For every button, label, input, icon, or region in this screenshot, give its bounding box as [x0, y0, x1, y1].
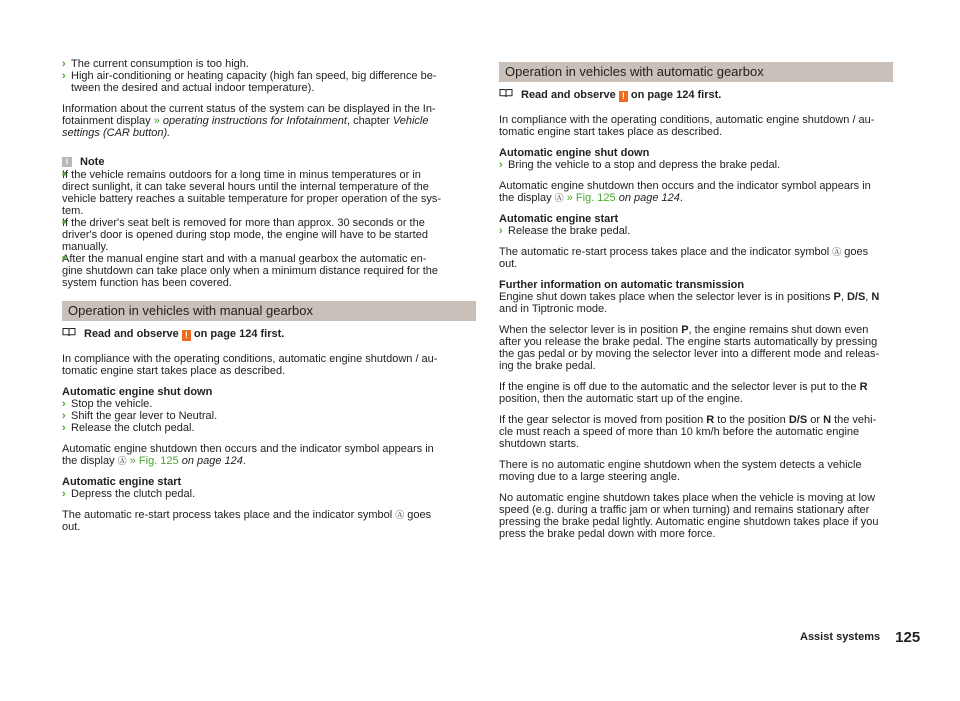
step-item: › Release the clutch pedal.	[62, 422, 476, 434]
text-segment: the vehi-	[831, 414, 877, 426]
paragraph	[499, 381, 893, 405]
italic-text: Vehicle	[392, 115, 429, 127]
italic-text: settings (CAR button).	[62, 127, 171, 139]
paragraph	[62, 509, 476, 533]
italic-text: operating instructions for Infotainment	[162, 115, 347, 127]
text-line	[62, 509, 476, 521]
step-item: › Release the brake pedal.	[499, 225, 893, 237]
text-line: shutdown starts.	[499, 438, 580, 450]
text-line: after you release the brake pedal. The engine starts automatically by pressing	[499, 336, 878, 348]
text-line: manually.	[62, 241, 109, 253]
paragraph	[499, 324, 893, 372]
text-line: tem.	[62, 205, 84, 217]
text-line: ■ If the driver's seat belt is removed for more than approx. 30 seconds or the	[62, 217, 476, 229]
text-line	[62, 127, 476, 139]
text-line: › The current consumption is too high.	[62, 58, 476, 70]
text-segment: or	[807, 414, 824, 426]
bold-text: N	[823, 414, 832, 426]
text-line: press the brake pedal down with more force.	[499, 528, 716, 540]
cross-reference-link[interactable]: »	[153, 115, 163, 127]
text-segment: .	[679, 192, 683, 204]
bold-text: D/S	[788, 414, 808, 426]
section-heading: Operation in vehicles with manual gearbox	[62, 301, 476, 321]
text-line: Automatic engine shutdown then occurs and the indicator symbol appears in	[499, 180, 871, 192]
italic-text: on page 124	[178, 455, 243, 467]
note-list-item	[62, 169, 476, 217]
section-heading: Operation in vehicles with automatic gearbox	[499, 62, 893, 82]
text-line: Automatic engine shutdown then occurs and the indicator symbol appears in	[62, 443, 434, 455]
paragraph	[499, 114, 893, 138]
text-line: driver's door is opened during stop mode, the engine will have to be started	[62, 229, 428, 241]
read-text: on page 124 first.	[190, 328, 285, 340]
bold-text: P	[833, 291, 841, 303]
book-icon	[499, 88, 513, 102]
bold-text: R	[859, 381, 868, 393]
bold-text: N	[871, 291, 880, 303]
text-line: In compliance with the operating conditions, automatic engine shutdown / au-	[499, 114, 875, 126]
step-item: › Bring the vehicle to a stop and depress the brake pedal.	[499, 159, 893, 171]
text-segment: goes	[841, 246, 869, 258]
read-text: on page 124 first.	[627, 89, 722, 101]
text-line: out.	[499, 258, 518, 270]
read-and-observe-note	[62, 327, 476, 341]
text-line: speed (e.g. during a traffic jam or when turning) and remains stationary after	[499, 504, 870, 516]
text-segment: fotainment display	[62, 115, 154, 127]
subsection	[499, 279, 893, 315]
footer-section-title: Assist systems	[800, 631, 881, 643]
text-segment: to the position	[714, 414, 789, 426]
subheading: Automatic engine shut down	[499, 147, 650, 159]
text-line: direct sunlight, it can take several hours until the internal temperature of the	[62, 181, 429, 193]
note-list-item	[62, 217, 476, 253]
text-line	[499, 192, 893, 204]
text-segment: If the gear selector is moved from position	[499, 414, 707, 426]
text-segment: , chapter	[346, 115, 393, 127]
text-line	[499, 381, 893, 393]
text-line: tween the desired and actual indoor temperature).	[71, 82, 315, 94]
read-text: Read and observe	[84, 328, 182, 340]
bullet-item	[62, 70, 476, 94]
paragraph	[499, 414, 893, 450]
cross-reference-link[interactable]: » Fig. 125	[126, 455, 179, 467]
step-item: › Depress the clutch pedal.	[62, 488, 476, 500]
note-title-text: Note	[80, 156, 105, 168]
text-segment: The automatic re-start process takes place and the indicator symbol	[62, 509, 396, 521]
note-box	[62, 155, 476, 289]
text-line: moving due to a large steering angle.	[499, 471, 681, 483]
left-column	[62, 58, 476, 533]
italic-text: on page 124	[615, 192, 680, 204]
subheading: Automatic engine start	[62, 476, 182, 488]
text-line: gine shutdown can take place only when a minimum distance required for the	[62, 265, 439, 277]
text-line: ing the brake pedal.	[499, 360, 596, 372]
text-segment: ,	[865, 291, 872, 303]
paragraph	[62, 443, 476, 467]
text-segment: goes	[404, 509, 432, 521]
text-line: tomatic engine start takes place as described.	[62, 365, 286, 377]
read-and-observe-note	[499, 88, 893, 102]
book-icon	[62, 327, 76, 341]
text-line: cle must reach a speed of more than 10 km/h before the automatic engine	[499, 426, 860, 438]
text-line: vehicle battery reaches a suitable temperature for proper operation of the sys-	[62, 193, 442, 205]
page-number: 125	[895, 629, 921, 646]
paragraph	[62, 353, 476, 377]
text-line	[499, 414, 893, 426]
instruction-steps	[499, 213, 893, 237]
cross-reference-link[interactable]: » Fig. 125	[563, 192, 616, 204]
text-line	[62, 115, 476, 127]
paragraph	[499, 246, 893, 270]
read-text: Read and observe	[521, 89, 619, 101]
paragraph	[499, 492, 893, 540]
text-segment: , the engine remains shut down even	[688, 324, 869, 336]
subheading: Further information on automatic transmission	[499, 279, 745, 291]
text-line: No automatic engine shutdown takes place when the vehicle is moving at low	[499, 492, 876, 504]
text-line: position, then the automatic start up of the engine.	[499, 393, 743, 405]
text-line: the gas pedal or by moving the selector lever into a different mode and releas-	[499, 348, 880, 360]
warning-icon[interactable]: !	[182, 330, 191, 341]
text-line: ■ If the vehicle remains outdoors for a long time in minus temperatures or in	[62, 169, 476, 181]
paragraph	[499, 180, 893, 204]
info-icon: i	[62, 157, 72, 167]
text-line: system function has been covered.	[62, 277, 232, 289]
text-line: There is no automatic engine shutdown when the system detects a vehicle	[499, 459, 862, 471]
note-title	[62, 155, 476, 169]
paragraph	[62, 103, 476, 139]
subheading: Automatic engine start	[499, 213, 619, 225]
text-segment: If the engine is off due to the automatic and the selector lever is put to the	[499, 381, 860, 393]
right-column	[499, 62, 893, 540]
bold-text: P	[681, 324, 689, 336]
warning-icon[interactable]: !	[619, 91, 628, 102]
text-line: ■ After the manual engine start and with a manual gearbox the automatic en-	[62, 253, 476, 265]
paragraph	[499, 459, 893, 483]
text-segment: ,	[840, 291, 847, 303]
text-segment: the display	[499, 192, 555, 204]
page-footer	[800, 629, 920, 646]
text-line	[499, 324, 893, 336]
indicator-symbol-icon: Ⓐ	[117, 456, 127, 466]
bullet-item	[62, 58, 476, 70]
text-segment: the display	[62, 455, 118, 467]
instruction-steps	[499, 147, 893, 171]
text-line: Information about the current status of the system can be displayed in the In-	[62, 103, 436, 115]
text-line: › High air-conditioning or heating capacity (high fan speed, big difference be-	[62, 70, 476, 82]
text-line	[62, 455, 476, 467]
text-segment: The automatic re-start process takes place and the indicator symbol	[499, 246, 833, 258]
note-list-item	[62, 253, 476, 289]
subheading: Automatic engine shut down	[62, 386, 213, 398]
step-item: › Shift the gear lever to Neutral.	[62, 410, 476, 422]
bold-text: D/S	[846, 291, 866, 303]
text-line: tomatic engine start takes place as described.	[499, 126, 723, 138]
bold-text: R	[706, 414, 715, 426]
text-line	[499, 291, 893, 303]
text-segment: .	[242, 455, 246, 467]
text-line: In compliance with the operating conditions, automatic engine shutdown / au-	[62, 353, 438, 365]
text-line: and in Tiptronic mode.	[499, 303, 608, 315]
indicator-symbol-icon: Ⓐ	[554, 193, 564, 203]
text-line: pressing the brake pedal lightly. Automatic engine shutdown takes place if you	[499, 516, 879, 528]
indicator-symbol-icon: Ⓐ	[395, 510, 405, 520]
text-segment: Engine shut down takes place when the selector lever is in positions	[499, 291, 834, 303]
instruction-steps	[62, 476, 476, 500]
text-line: out.	[62, 521, 81, 533]
text-line	[499, 246, 893, 258]
text-segment: When the selector lever is in position	[499, 324, 682, 336]
instruction-steps	[62, 386, 476, 434]
indicator-symbol-icon: Ⓐ	[832, 247, 842, 257]
step-item: › Stop the vehicle.	[62, 398, 476, 410]
